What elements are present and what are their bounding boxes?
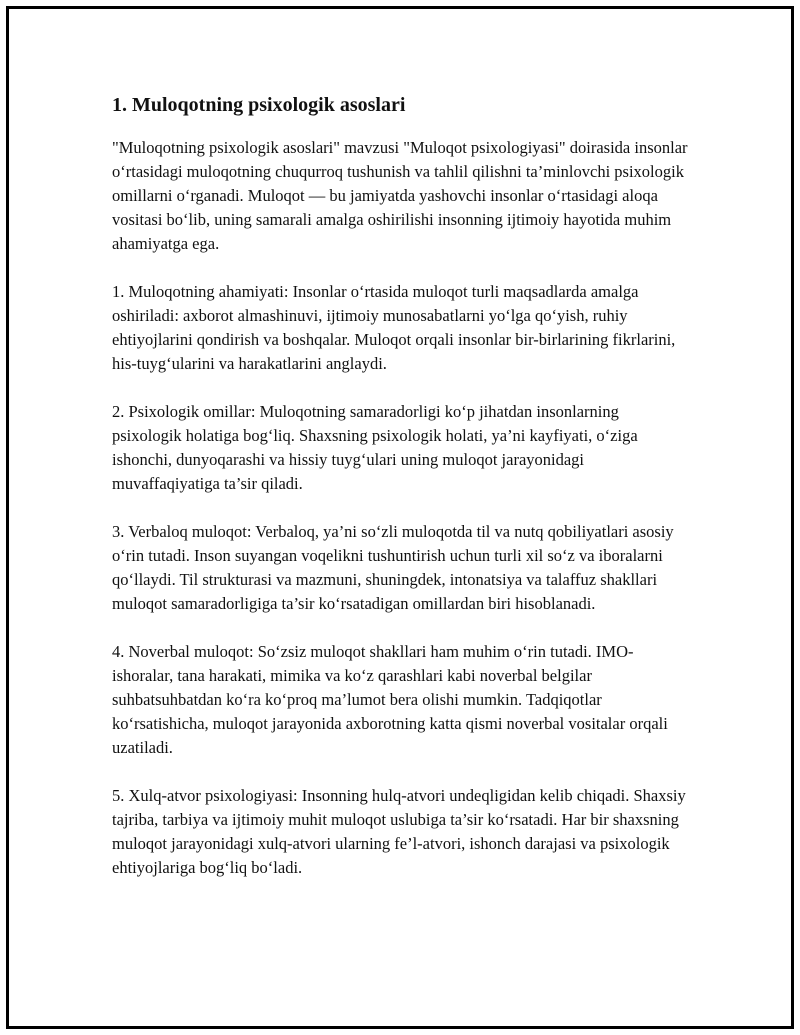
document-body <box>112 92 692 904</box>
paragraph-importance: 1. Muloqotning ahamiyati: Insonlar o‘rtasida muloqot turli maqsadlarda amalga oshiriladi: axborot almashinuvi, ijtimoiy munosabatlarni yo‘lga qo‘yish, ruhiy ehtiyojlarini qondirish va boshqalar. Muloqot orqali insonlar bir-birlarining fikrlarini, his-tuyg‘ularini va harakatlarini anglaydi. <box>112 282 676 373</box>
paragraph-psychological-factors: 2. Psixologik omillar: Muloqotning samaradorligi ko‘p jihatdan insonlarning psixologik holatiga bog‘liq. Shaxsning psixologik holati, ya’ni kayfiyati, o‘ziga ishonchi, dunyoqarashi va hissiy tuyg‘ulari uning muloqot jarayonidagi muvaffaqiyatiga ta’sir qiladi. <box>112 402 638 493</box>
paragraph-behavior-psychology: 5. Xulq-atvor psixologiyasi: Insonning hulq-atvori undeqligidan kelib chiqadi. Shaxsiy tajriba, tarbiya va ijtimoiy muhit muloqot uslubiga ta’sir ko‘rsatadi. Har bir shaxsning muloqot jarayonidagi xulq-atvori ularning fe’l-atvori, ishonch darajasi va psixologik ehtiyojlariga bog‘liq bo‘ladi. <box>112 786 686 877</box>
document-title: 1. Muloqotning psixologik asoslari <box>112 94 406 116</box>
paragraph-nonverbal-communication: 4. Noverbal muloqot: So‘zsiz muloqot shakllari ham muhim o‘rin tutadi. IMO-ishoralar, tana harakati, mimika va ko‘z qarashlari kabi noverbal belgilar suhbatsuhbatdan ko‘ra ko‘proq ma’lumot bera olishi mumkin. Tadqiqotlar ko‘rsatishicha, muloqot jarayonida axborotning katta qismi noverbal vositalar orqali uzatiladi. <box>112 642 668 757</box>
paragraph-verbal-communication: 3. Verbaloq muloqot: Verbaloq, ya’ni so‘zli muloqotda til va nutq qobiliyatlari asosiy o‘rin tutadi. Inson suyangan voqelikni tushuntirish uchun turli xil so‘z va iboralarni qo‘llaydi. Til strukturasi va mazmuni, shuningdek, intonatsiya va talaffuz shakllari muloqot samaradorligiga ta’sir ko‘rsatadigan omillardan biri hisoblanadi. <box>112 522 674 613</box>
intro-paragraph: "Muloqotning psixologik asoslari" mavzusi "Muloqot psixologiyasi" doirasida insonlar o‘rtasidagi muloqotning chuqurroq tushunish va tahlil qilishni ta’minlovchi psixologik omillarni o‘rganadi. Muloqot — bu jamiyatda yashovchi insonlar o‘rtasidagi aloqa vositasi bo‘lib, uning samarali amalga oshirilishi insonning ijtimoiy hayotida muhim ahamiyatga ega. <box>112 138 688 253</box>
